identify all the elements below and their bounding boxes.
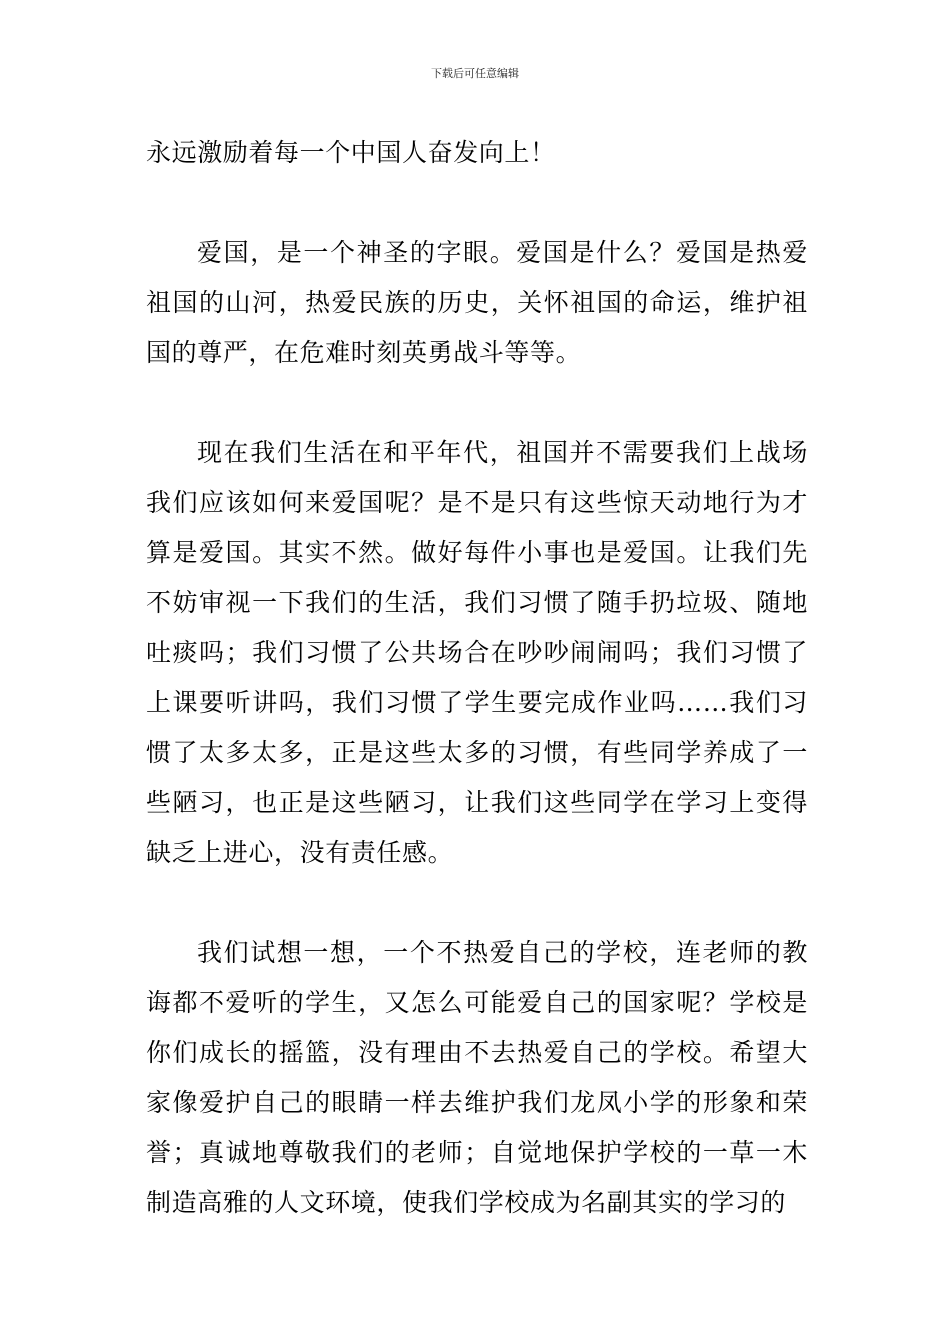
paragraph-2: 爱国，是一个神圣的字眼。爱国是什么？爱国是热爱祖国的山河，热爱民族的历史，关怀祖国的命运，维护祖国的尊严，在危难时刻英勇战斗等等。 (146, 238, 808, 367)
paragraph-4: 我们试想一想，一个不热爱自己的学校，连老师的教诲都不爱听的学生，又怎么可能爱自己的国家呢？学校是你们成长的摇篮，没有理由不去热爱自己的学校。希望大家像爱护自己的眼睛一样去维护我们龙凤小学的形象和荣誉；真诚地尊敬我们的老师；自觉地保护学校的一草一木制造高雅的人文环境，使我们学校成为名副其实的学习的 (146, 938, 808, 1217)
paragraph-3: 现在我们生活在和平年代，祖国并不需要我们上战场我们应该如何来爱国呢？是不是只有这些惊天动地行为才算是爱国。其实不然。做好每件小事也是爱国。让我们先不妨审视一下我们的生活，我们习惯了随手扔垃圾、随地吐痰吗；我们习惯了公共场合在吵吵闹闹吗；我们习惯了上课要听讲吗，我们习惯了学生要完成作业吗……我们习惯了太多太多，正是这些太多的习惯，有些同学养成了一些陋习，也正是这些陋习，让我们这些同学在学习上变得缺乏上进心，没有责任感。 (146, 438, 808, 867)
paragraph-1: 永远激励着每一个中国人奋发向上！ (146, 138, 556, 167)
page-header-note: 下载后可任意编辑 (431, 67, 519, 80)
document-body (146, 128, 808, 1228)
